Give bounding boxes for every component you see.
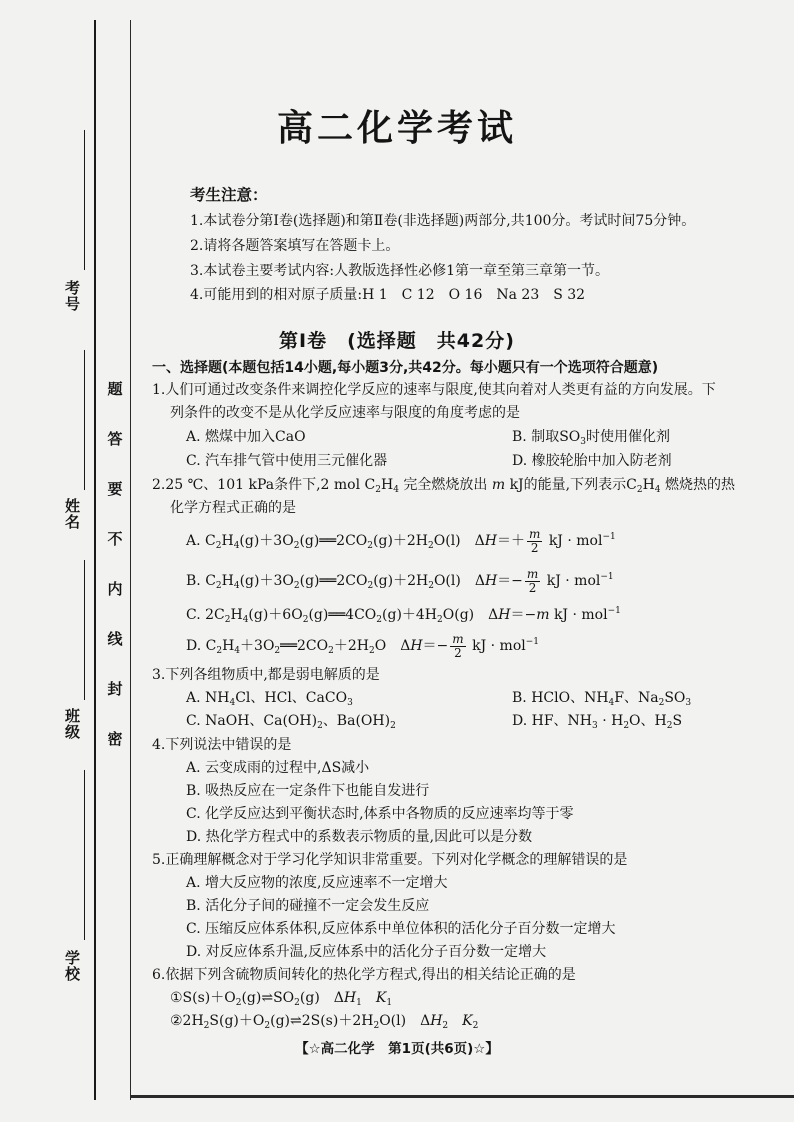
class-field-line (84, 560, 85, 700)
page-footer: 【☆高二化学 第1页(共6页)☆】 (295, 1041, 499, 1057)
q4-option-b: B. 吸热反应在一定条件下也能自发进行 (186, 783, 430, 799)
question-4-stem: 4.下列说法中错误的是 (152, 737, 292, 753)
q5-option-b: B. 活化分子间的碰撞不一定会发生反应 (186, 898, 430, 914)
q2-option-c: C. $2C_2H_4(g)+6O_2(g)══4CO_2(g)+4H_2O(g)$ ΔH＝−m kJ · mol$^{-1}$ (186, 606, 621, 625)
fraction: $\frac{m}{2}$ (528, 526, 541, 555)
q6-equation-2: $②2H_2S(g)+O_2(g)\rightleftharpoons 2S(s)+2H_2O(l)$ $\Delta H_2$ $K_2$ (170, 1013, 479, 1031)
q3-option-c: C. NaOH、$Ca(OH)_2$、$Ba(OH)_2$ (186, 713, 396, 731)
q5-option-a: A. 增大反应物的浓度,反应速率不一定增大 (186, 875, 448, 891)
q1-option-d: D. 橡胶轮胎中加入防老剂 (512, 453, 672, 469)
section-title: 第Ⅰ卷 (选择题 共42分) (279, 330, 515, 352)
exam-number-label: 考号 (63, 280, 81, 312)
fraction: $\frac{m}{2}$ (526, 566, 539, 595)
question-3-stem: 3.下列各组物质中,都是弱电解质的是 (152, 667, 380, 683)
notice-heading: 考生注意： (190, 186, 268, 204)
q4-option-c: C. 化学反应达到平衡状态时,体系中各物质的反应速率均等于零 (186, 806, 574, 822)
question-2-stem: 2.25 ℃、101 kPa条件下,2 mol $C_2H_4$ 完全燃烧放出 m kJ的能量,下列表示$C_2H_4$ 燃烧热的热 (152, 477, 735, 495)
q2-option-a: A. $C_2H_4(g)+3O_2(g)══2CO_2(g)+2H_2O(l)$ ΔH＝＋ $\frac{m}{2}$ kJ · mol$^{-1}$ (186, 526, 616, 555)
seal-char: 密 (107, 730, 123, 748)
seal-char: 封 (107, 680, 123, 698)
binding-line-inner (130, 20, 131, 1100)
seal-char: 题 (107, 380, 123, 398)
exam-number-field-line (84, 130, 85, 270)
class-label: 班级 (63, 708, 81, 740)
question-6-stem: 6.依据下列含硫物质间转化的热化学方程式,得出的相关结论正确的是 (152, 967, 576, 983)
notice-item: 4.可能用到的相对原子质量:H 1 C 12 O 16 Na 23 S 32 (190, 287, 586, 303)
q4-option-a: A. 云变成雨的过程中,ΔS减小 (186, 760, 370, 776)
q3-option-d: D. HF、$NH_3 \cdot H_2O$、$H_2S$ (512, 713, 683, 731)
q1-option-c: C. 汽车排气管中使用三元催化器 (186, 453, 388, 469)
bottom-rule (130, 1095, 794, 1098)
notice-item: 1.本试卷分第Ⅰ卷(选择题)和第Ⅱ卷(非选择题)两部分,共100分。考试时间75分钟。 (190, 213, 696, 229)
binding-line-outer (94, 20, 96, 1100)
question-5-stem: 5.正确理解概念对于学习化学知识非常重要。下列对化学概念的理解错误的是 (152, 852, 628, 868)
part-intro: 一、选择题(本题包括14小题,每小题3分,共42分。每小题只有一个选项符合题意) (152, 360, 659, 376)
q1-option-a: A. 燃煤中加入CaO (186, 429, 306, 445)
q5-option-d: D. 对反应体系升温,反应体系中的活化分子百分数一定增大 (186, 944, 547, 960)
q2-option-d: D. $C_2H_4+3O_2══2CO_2+2H_2O$ ΔH＝− $\frac{m}{2}$ kJ · mol$^{-1}$ (186, 631, 540, 660)
q3-option-a: A. $NH_4Cl$、HCl、CaCO$_3$ (186, 690, 353, 708)
q1-option-b: B. 制取$SO_3$时使用催化剂 (512, 429, 670, 447)
question-1-stem-cont: 列条件的改变不是从化学反应速率与限度的角度考虑的是 (170, 405, 520, 421)
school-field-line (84, 770, 85, 940)
seal-char: 要 (107, 480, 123, 498)
notice-item: 3.本试卷主要考试内容:人教版选择性必修1第一章至第三章第一节。 (190, 263, 609, 279)
q4-option-d: D. 热化学方程式中的系数表示物质的量,因此可以是分数 (186, 829, 533, 845)
seal-char: 内 (107, 580, 123, 598)
notice-item: 2.请将各题答案填写在答题卡上。 (190, 238, 400, 254)
question-2-stem-cont: 化学方程式正确的是 (170, 500, 296, 516)
q5-option-c: C. 压缩反应体系体积,反应体系中单位体积的活化分子百分数一定增大 (186, 921, 616, 937)
seal-char: 不 (107, 530, 123, 548)
seal-char: 答 (107, 430, 123, 448)
question-1-stem: 1.人们可通过改变条件来调控化学反应的速率与限度,使其向着对人类更有益的方向发展。下 (152, 382, 716, 398)
name-field-line (84, 350, 85, 490)
name-label: 姓名 (63, 498, 81, 530)
fraction: $\frac{m}{2}$ (452, 631, 464, 660)
school-label: 学校 (63, 950, 81, 982)
seal-char: 线 (107, 630, 123, 648)
q3-option-b: B. HClO、$NH_4F$、$Na_2SO_3$ (512, 690, 692, 708)
q6-equation-1: $①S(s)+O_2(g)\rightleftharpoons SO_2(g)$ $\Delta H_1$ $K_1$ (170, 990, 393, 1008)
q2-option-b: B. $C_2H_4(g)+3O_2(g)══2CO_2(g)+2H_2O(l)$ ΔH＝− $\frac{m}{2}$ kJ · mol$^{-1}$ (186, 566, 614, 595)
page-title: 高二化学考试 (276, 108, 517, 149)
